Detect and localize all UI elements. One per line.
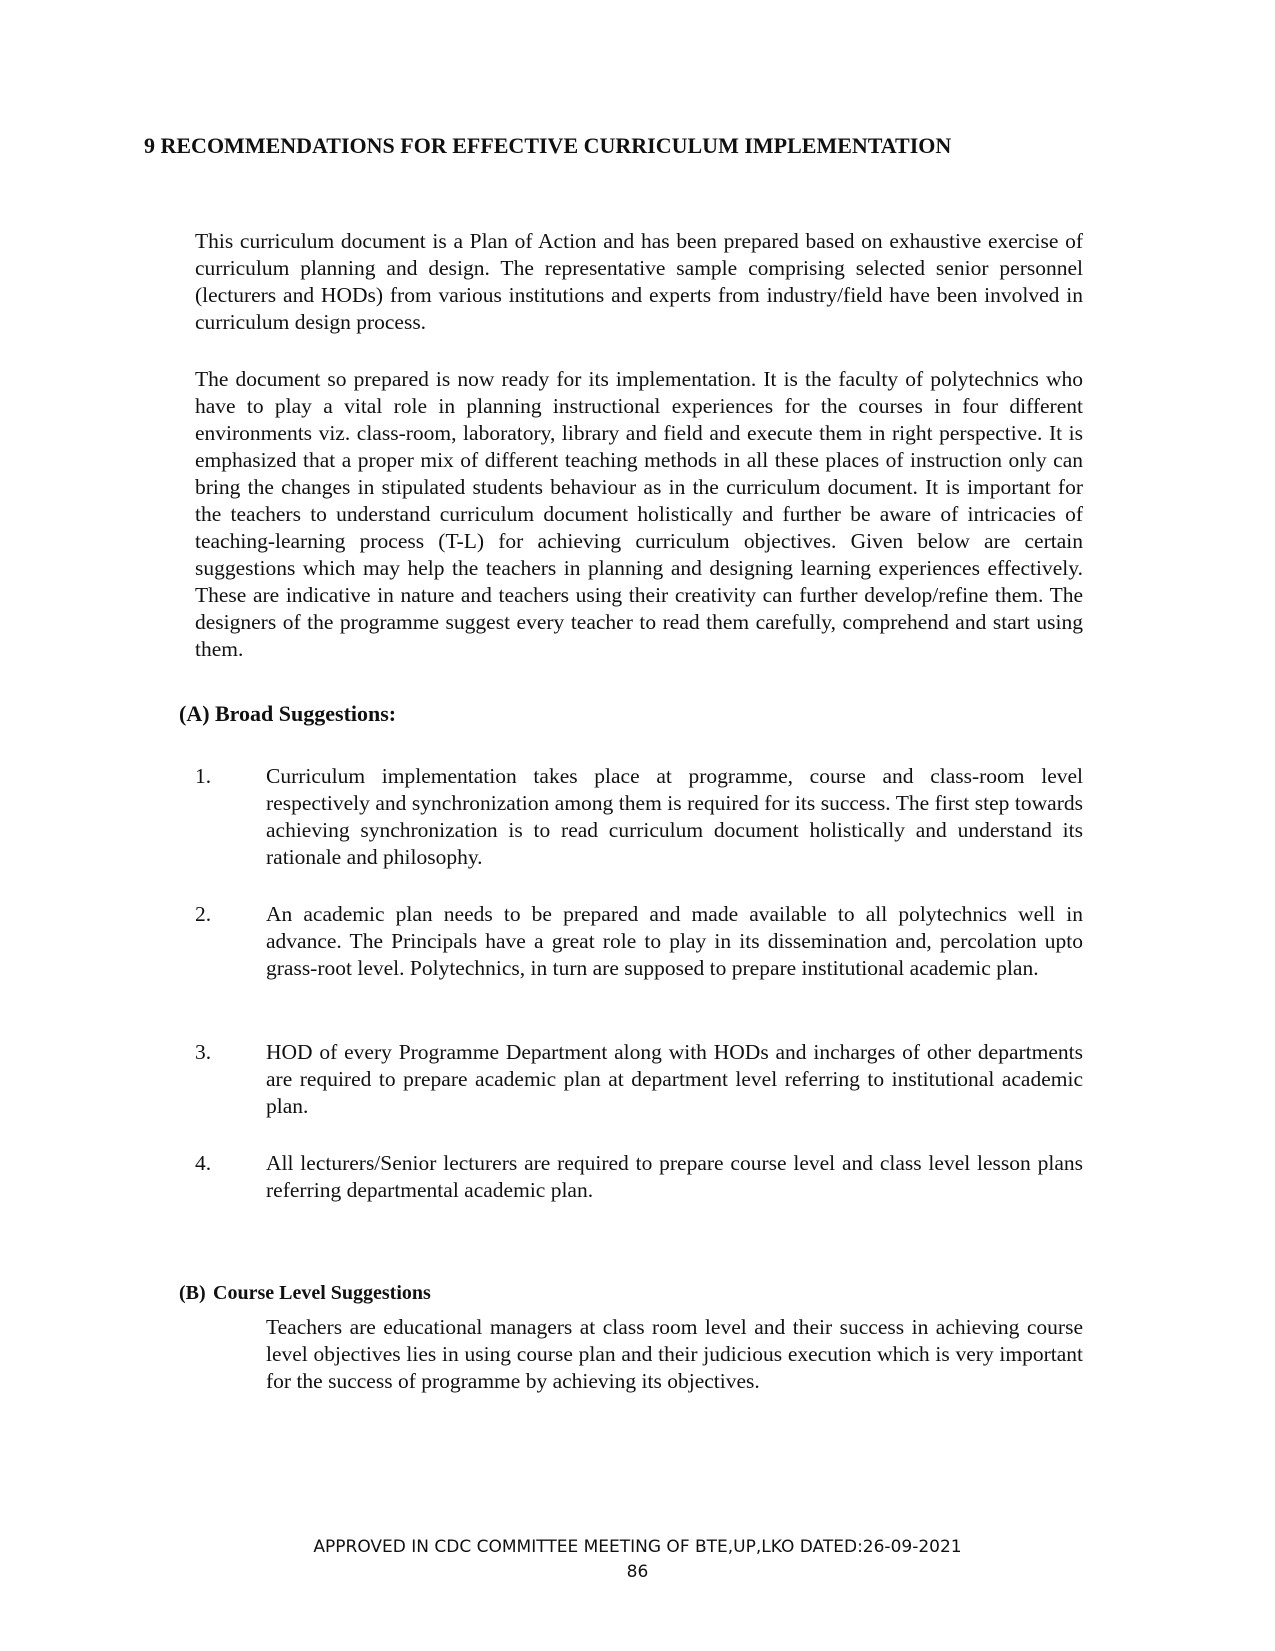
list-number: 2. bbox=[195, 902, 212, 926]
section-title: Broad Suggestions: bbox=[215, 701, 397, 726]
list-number: 3. bbox=[195, 1040, 212, 1064]
list-item bbox=[195, 1150, 1083, 1204]
section-heading-broad-suggestions bbox=[179, 700, 396, 728]
list-item bbox=[195, 1039, 1083, 1120]
list-text: Curriculum implementation takes place at programme, course and class-room level respectively and synchronization among them is required for its success. The first step towards achieving synchronization is to read curriculum document holistically and understand its rationale and philosophy. bbox=[266, 764, 1083, 869]
list-number: 4. bbox=[195, 1151, 212, 1175]
list-number: 1. bbox=[195, 764, 212, 788]
page-footer bbox=[0, 1535, 1275, 1585]
list-text: All lecturers/Senior lecturers are required to prepare course level and class level lesson plans referring departmental academic plan. bbox=[266, 1151, 1083, 1202]
section-title: Course Level Suggestions bbox=[213, 1282, 431, 1304]
course-level-paragraph: Teachers are educational managers at class room level and their success in achieving course level objectives lies in using course plan and their judicious execution which is very important for the success of programme by achieving its objectives. bbox=[266, 1315, 1083, 1393]
page-heading: 9 RECOMMENDATIONS FOR EFFECTIVE CURRICULUM IMPLEMENTATION bbox=[144, 133, 952, 158]
implementation-paragraph: The document so prepared is now ready for its implementation. It is the faculty of polytechnics who have to play a vital role in planning instructional experiences for the courses in four different environments viz. class-room, laboratory, library and field and execute them in right perspective. It is emphasized that a proper mix of different teaching methods in all these places of instruction only can bring the changes in stipulated students behaviour as in the curriculum document. It is important for the teachers to understand curriculum document holistically and further be aware of intricacies of teaching-learning process (T-L) for achieving curriculum objectives. Given below are certain suggestions which may help the teachers in planning and designing learning experiences effectively. These are indicative in nature and teachers using their creativity can further develop/refine them. The designers of the programme suggest every teacher to read them carefully, comprehend and start using them. bbox=[195, 367, 1083, 661]
list-text: HOD of every Programme Department along with HODs and incharges of other departments are required to prepare academic plan at department level referring to institutional academic plan. bbox=[266, 1040, 1083, 1118]
section-heading-course-level-suggestions bbox=[179, 1280, 431, 1306]
section-letter: (B) bbox=[179, 1282, 206, 1304]
list-item bbox=[195, 901, 1083, 982]
approval-note: APPROVED IN CDC COMMITTEE MEETING OF BTE,UP,LKO DATED:26-09-2021 bbox=[313, 1537, 962, 1557]
section-letter: (A) bbox=[179, 701, 210, 726]
page-number: 86 bbox=[626, 1562, 649, 1582]
intro-paragraph: This curriculum document is a Plan of Action and has been prepared based on exhaustive exercise of curriculum planning and design. The representative sample comprising selected senior personnel (lecturers and HODs) from various institutions and experts from industry/field have been involved in curriculum design process. bbox=[195, 229, 1083, 334]
list-text: An academic plan needs to be prepared and made available to all polytechnics well in advance. The Principals have a great role to play in its dissemination and, percolation upto grass-root level. Polytechnics, in turn are supposed to prepare institutional academic plan. bbox=[266, 902, 1083, 980]
list-item bbox=[195, 763, 1083, 871]
